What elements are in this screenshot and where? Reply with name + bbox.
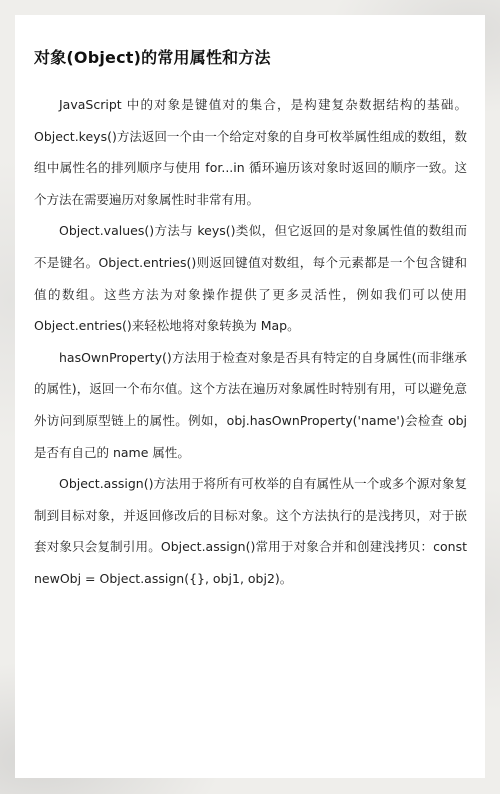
- paragraph-object-keys: JavaScript 中的对象是键值对的集合，是构建复杂数据结构的基础。Object.keys()方法返回一个由一个给定对象的自身可枚举属性组成的数组，数组中属性名的排列顺序与使用 for...in 循环遍历该对象时返回的顺序一致。这个方法在需要遍历对象属性时非常有用。: [34, 97, 467, 207]
- paragraph-has-own-property: hasOwnProperty()方法用于检查对象是否具有特定的自身属性(而非继承的属性)，返回一个布尔值。这个方法在遍历对象属性时特别有用，可以避免意外访问到原型链上的属性。例如，obj.hasOwnProperty('name')会检查 obj 是否有自己的 name 属性。: [34, 349, 467, 460]
- document-title: 对象(Object)的常用属性和方法: [34, 48, 271, 67]
- paragraph-object-assign: Object.assign()方法用于将所有可枚举的自有属性从一个或多个源对象复制到目标对象，并返回修改后的目标对象。这个方法执行的是浅拷贝，对于嵌套对象只会复制引用。Object.assign()常用于对象合并和创建浅拷贝：const newObj = Object.assign({}, obj1, obj2)。: [34, 476, 467, 586]
- paragraph-object-values-entries: Object.values()方法与 keys()类似，但它返回的是对象属性值的数组而不是键名。Object.entries()则返回键值对数组，每个元素都是一个包含键和值的数组。这些方法为对象操作提供了更多灵活性，例如我们可以使用 Object.entries()来轻松地将对象转换为 Map。: [34, 223, 467, 334]
- document-page: [15, 15, 485, 778]
- document-body: [34, 89, 467, 595]
